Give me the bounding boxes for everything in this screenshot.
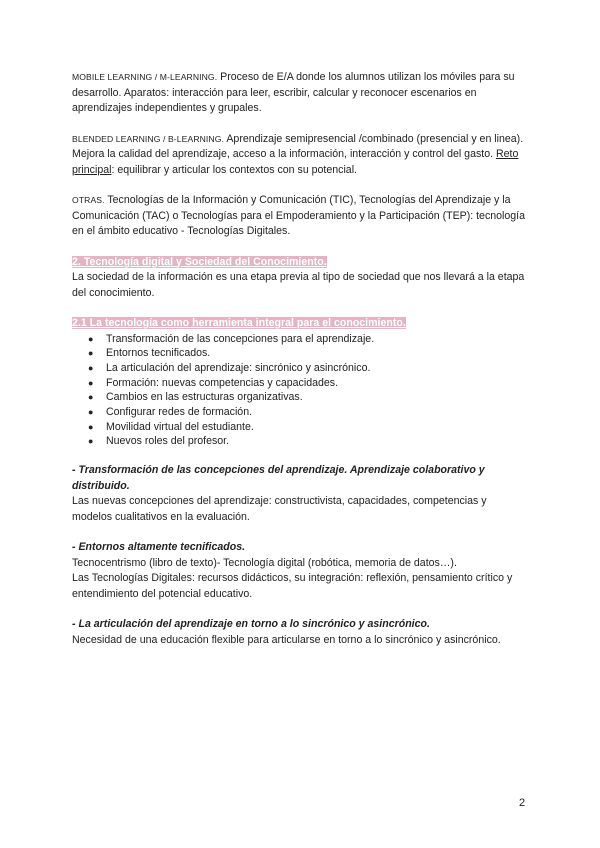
list-item [88, 390, 528, 405]
bullet-icon: ● [88, 421, 94, 432]
page-number: 2 [519, 797, 526, 809]
otras-text: Tecnologías de la Información y Comunicación (TIC), Tecnologías del Aprendizaje y la Comunicación (TAC) o Tecnologías para el Empoderamiento y la Participación (TEP): tecnología en el ámbito educativo - Tecnologías Digitales. [72, 194, 526, 237]
section-2-title: 2. Tecnología digital y Sociedad del Conocimiento. [72, 255, 327, 268]
section-2-text: La sociedad de la información es una etapa previa al tipo de sociedad que nos llevará a la etapa del conocimiento. [72, 271, 525, 299]
bullet-icon: ● [88, 377, 94, 388]
list-item [88, 332, 528, 347]
subsection-transformacion-title: - Transformación de las concepciones del aprendizaje. Aprendizaje colaborativo y distribuido. [72, 464, 485, 492]
mobile-learning-text: Proceso de E/A donde los alumnos utilizan los móviles para su desarrollo. Aparatos: interacción para leer, escribir, calcular y reconocer escenarios en aprendizajes independientes y grupales. [72, 71, 515, 114]
section-2-1-heading [72, 316, 528, 332]
reto-principal-label: Reto principal [72, 148, 519, 176]
bullet-icon: ● [88, 436, 94, 447]
bullet-icon: ● [88, 407, 94, 418]
list-item [88, 361, 528, 376]
blended-learning-paragraph [72, 132, 528, 179]
section-2-1-list [72, 332, 528, 450]
list-item [88, 376, 528, 391]
subsection-articulacion-title: - La articulación del aprendizaje en torno a lo sincrónico y asincrónico. [72, 618, 430, 631]
list-item-text: Cambios en las estructuras organizativas. [106, 391, 303, 404]
list-item-text: Transformación de las concepciones para el aprendizaje. [106, 332, 375, 345]
section-2-heading [72, 255, 528, 271]
otras-term: OTRAS. [72, 195, 105, 205]
bullet-icon: ● [88, 333, 94, 344]
mobile-learning-paragraph [72, 70, 528, 117]
list-item [88, 420, 528, 435]
list-item-text: Movilidad virtual del estudiante. [106, 420, 254, 433]
list-item-text: Entornos tecnificados. [106, 347, 211, 360]
subsection-entornos-text-1: Tecnocentrismo (libro de texto)- Tecnología digital (robótica, memoria de datos…). [72, 556, 457, 569]
bullet-icon: ● [88, 392, 94, 403]
reto-principal-text: : equilibrar y articular los contextos con su potencial. [111, 163, 357, 176]
subsection-transformacion-text: Las nuevas concepciones del aprendizaje: constructivista, capacidades, competencias y modelos cualitativos en la evaluación. [72, 495, 487, 523]
subsection-entornos-title: - Entornos altamente tecnificados. [72, 541, 246, 554]
list-item [88, 346, 528, 361]
otras-paragraph [72, 193, 528, 240]
list-item-text: La articulación del aprendizaje: sincrónico y asincrónico. [106, 361, 371, 374]
list-item-text: Formación: nuevas competencias y capacidades. [106, 376, 339, 389]
list-item [88, 434, 528, 449]
subsection-entornos-text-2: Las Tecnologías Digitales: recursos didácticos, su integración: reflexión, pensamiento crítico y entendimiento del potencial educativo. [72, 572, 513, 600]
blended-learning-text: Aprendizaje semipresencial /combinado (presencial y en linea). Mejora la calidad del aprendizaje, acceso a la información, interacción y control del gasto. [72, 132, 524, 160]
section-2-1-title: 2.1 La tecnología como herramienta integral para el conocimiento. [72, 317, 406, 329]
document-page [72, 70, 528, 648]
list-item-text: Configurar redes de formación. [106, 406, 253, 419]
subsection-articulacion-text: Necesidad de una educación flexible para articularse en torno a lo sincrónico y asincrónico. [72, 633, 501, 646]
list-item [88, 405, 528, 420]
bullet-icon: ● [88, 348, 94, 359]
bullet-icon: ● [88, 362, 94, 373]
list-item-text: Nuevos roles del profesor. [106, 435, 230, 448]
blended-learning-term: BLENDED LEARNING / B-LEARNING. [72, 133, 224, 144]
mobile-learning-term: MOBILE LEARNING / M-LEARNING. [72, 72, 218, 82]
